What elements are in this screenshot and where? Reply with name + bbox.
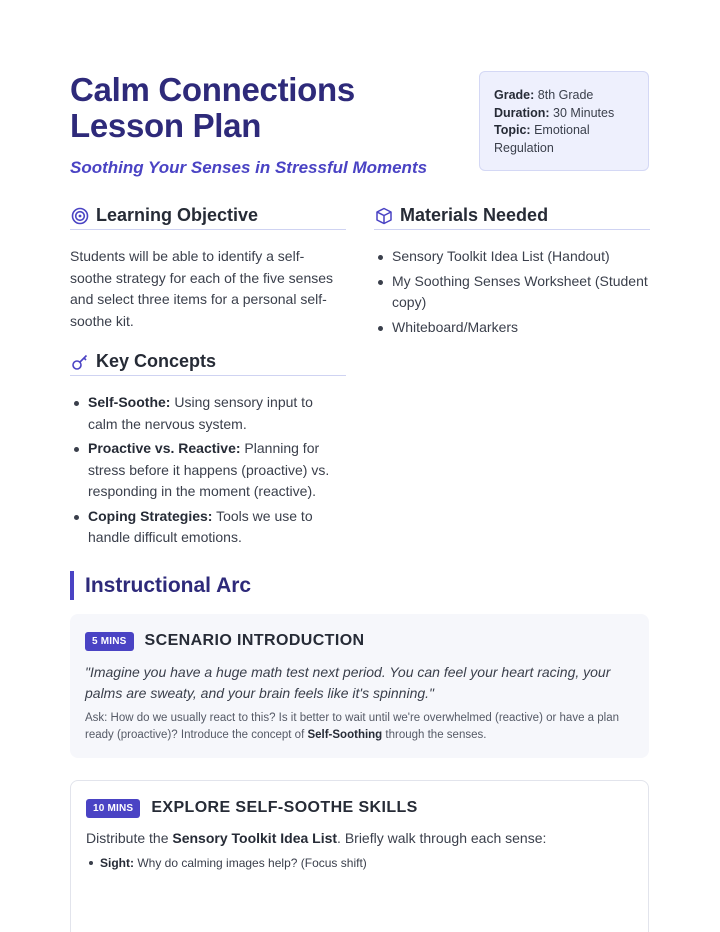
objective-section-header	[70, 202, 346, 230]
list-item: Sensory Toolkit Idea List (Handout)	[374, 246, 650, 268]
scenario-quote: "Imagine you have a huge math test next period. You can feel your heart racing, your palms are sweaty, and your brain feels like it's spinning."	[85, 664, 611, 701]
target-icon	[70, 206, 90, 226]
list-item: Whiteboard/Markers	[374, 317, 650, 339]
lead-text: Distribute the	[86, 830, 173, 846]
list-item	[86, 854, 633, 872]
materials-list	[374, 246, 650, 338]
objective-text: Students will be able to identify a self-soothe strategy for each of the five senses and select three items for a personal self-soothe kit.	[70, 248, 334, 329]
step-card-explore	[70, 780, 649, 932]
sense-term: Sight:	[100, 856, 134, 870]
right-column	[374, 202, 650, 341]
topic-row	[494, 122, 634, 157]
page-title: Calm Connections Lesson Plan	[70, 71, 355, 144]
list-item: My Soothing Senses Worksheet (Student copy)	[374, 271, 650, 314]
prompt-tail: through the senses.	[382, 729, 487, 741]
concept-definition: Using sensory input to calm the nervous system.	[88, 394, 313, 432]
arc-heading: Instructional Arc	[85, 574, 252, 597]
concept-term: Proactive vs. Reactive:	[88, 440, 241, 456]
lead-bold: Sensory Toolkit Idea List	[172, 830, 338, 846]
lesson-header	[70, 72, 470, 178]
prompt-bold: Self-Soothing	[307, 729, 383, 741]
objective-heading: Learning Objective	[96, 205, 259, 225]
lesson-meta-box	[479, 71, 649, 171]
concept-definition: Planning for stress before it happens (proactive) vs. responding in the moment (reactive).	[88, 440, 330, 499]
sense-text: Why do calming images help? (Focus shift)	[137, 856, 367, 870]
box-icon	[374, 206, 394, 226]
step-header	[85, 630, 634, 652]
list-item	[70, 438, 346, 503]
left-column	[70, 202, 346, 552]
grade-row	[494, 87, 634, 105]
concepts-heading: Key Concepts	[96, 351, 217, 371]
explore-lead	[86, 828, 633, 848]
page-subtitle: Soothing Your Senses in Stressful Moments	[70, 158, 428, 177]
duration-row	[494, 105, 634, 123]
materials-section-header	[374, 202, 650, 230]
concepts-list	[70, 392, 346, 549]
concept-term: Self-Soothe:	[88, 394, 171, 410]
list-item	[70, 392, 346, 435]
list-item	[70, 506, 346, 549]
duration-badge: 10 MINS	[86, 799, 140, 818]
step-header	[86, 797, 633, 819]
duration-value: 30 Minutes	[553, 105, 615, 120]
step-title: SCENARIO INTRODUCTION	[144, 632, 365, 649]
concept-definition: Tools we use to handle difficult emotions.	[88, 507, 313, 545]
sense-list	[86, 854, 633, 872]
topic-label: Topic:	[494, 123, 531, 137]
lead-tail: . Briefly walk through each sense:	[337, 830, 547, 846]
duration-label: Duration:	[494, 105, 550, 120]
grade-value: 8th Grade	[537, 88, 594, 102]
key-icon	[70, 352, 90, 372]
concept-term: Coping Strategies:	[88, 507, 213, 524]
step-card-scenario	[70, 614, 649, 758]
scenario-prompt	[85, 710, 634, 744]
materials-heading: Materials Needed	[400, 205, 549, 225]
instructional-arc-header	[70, 571, 251, 600]
topic-value: Emotional Regulation	[494, 123, 590, 155]
grade-label: Grade:	[494, 88, 535, 102]
duration-badge: 5 MINS	[85, 632, 134, 651]
concepts-section-header	[70, 348, 346, 376]
step-title: EXPLORE SELF-SOOTHE SKILLS	[151, 799, 418, 816]
prompt-text: Ask: How do we usually react to this? Is it better to wait until we're overwhelmed (reactive) or have a plan ready (proactive)? Introduce the concept of	[85, 712, 619, 741]
